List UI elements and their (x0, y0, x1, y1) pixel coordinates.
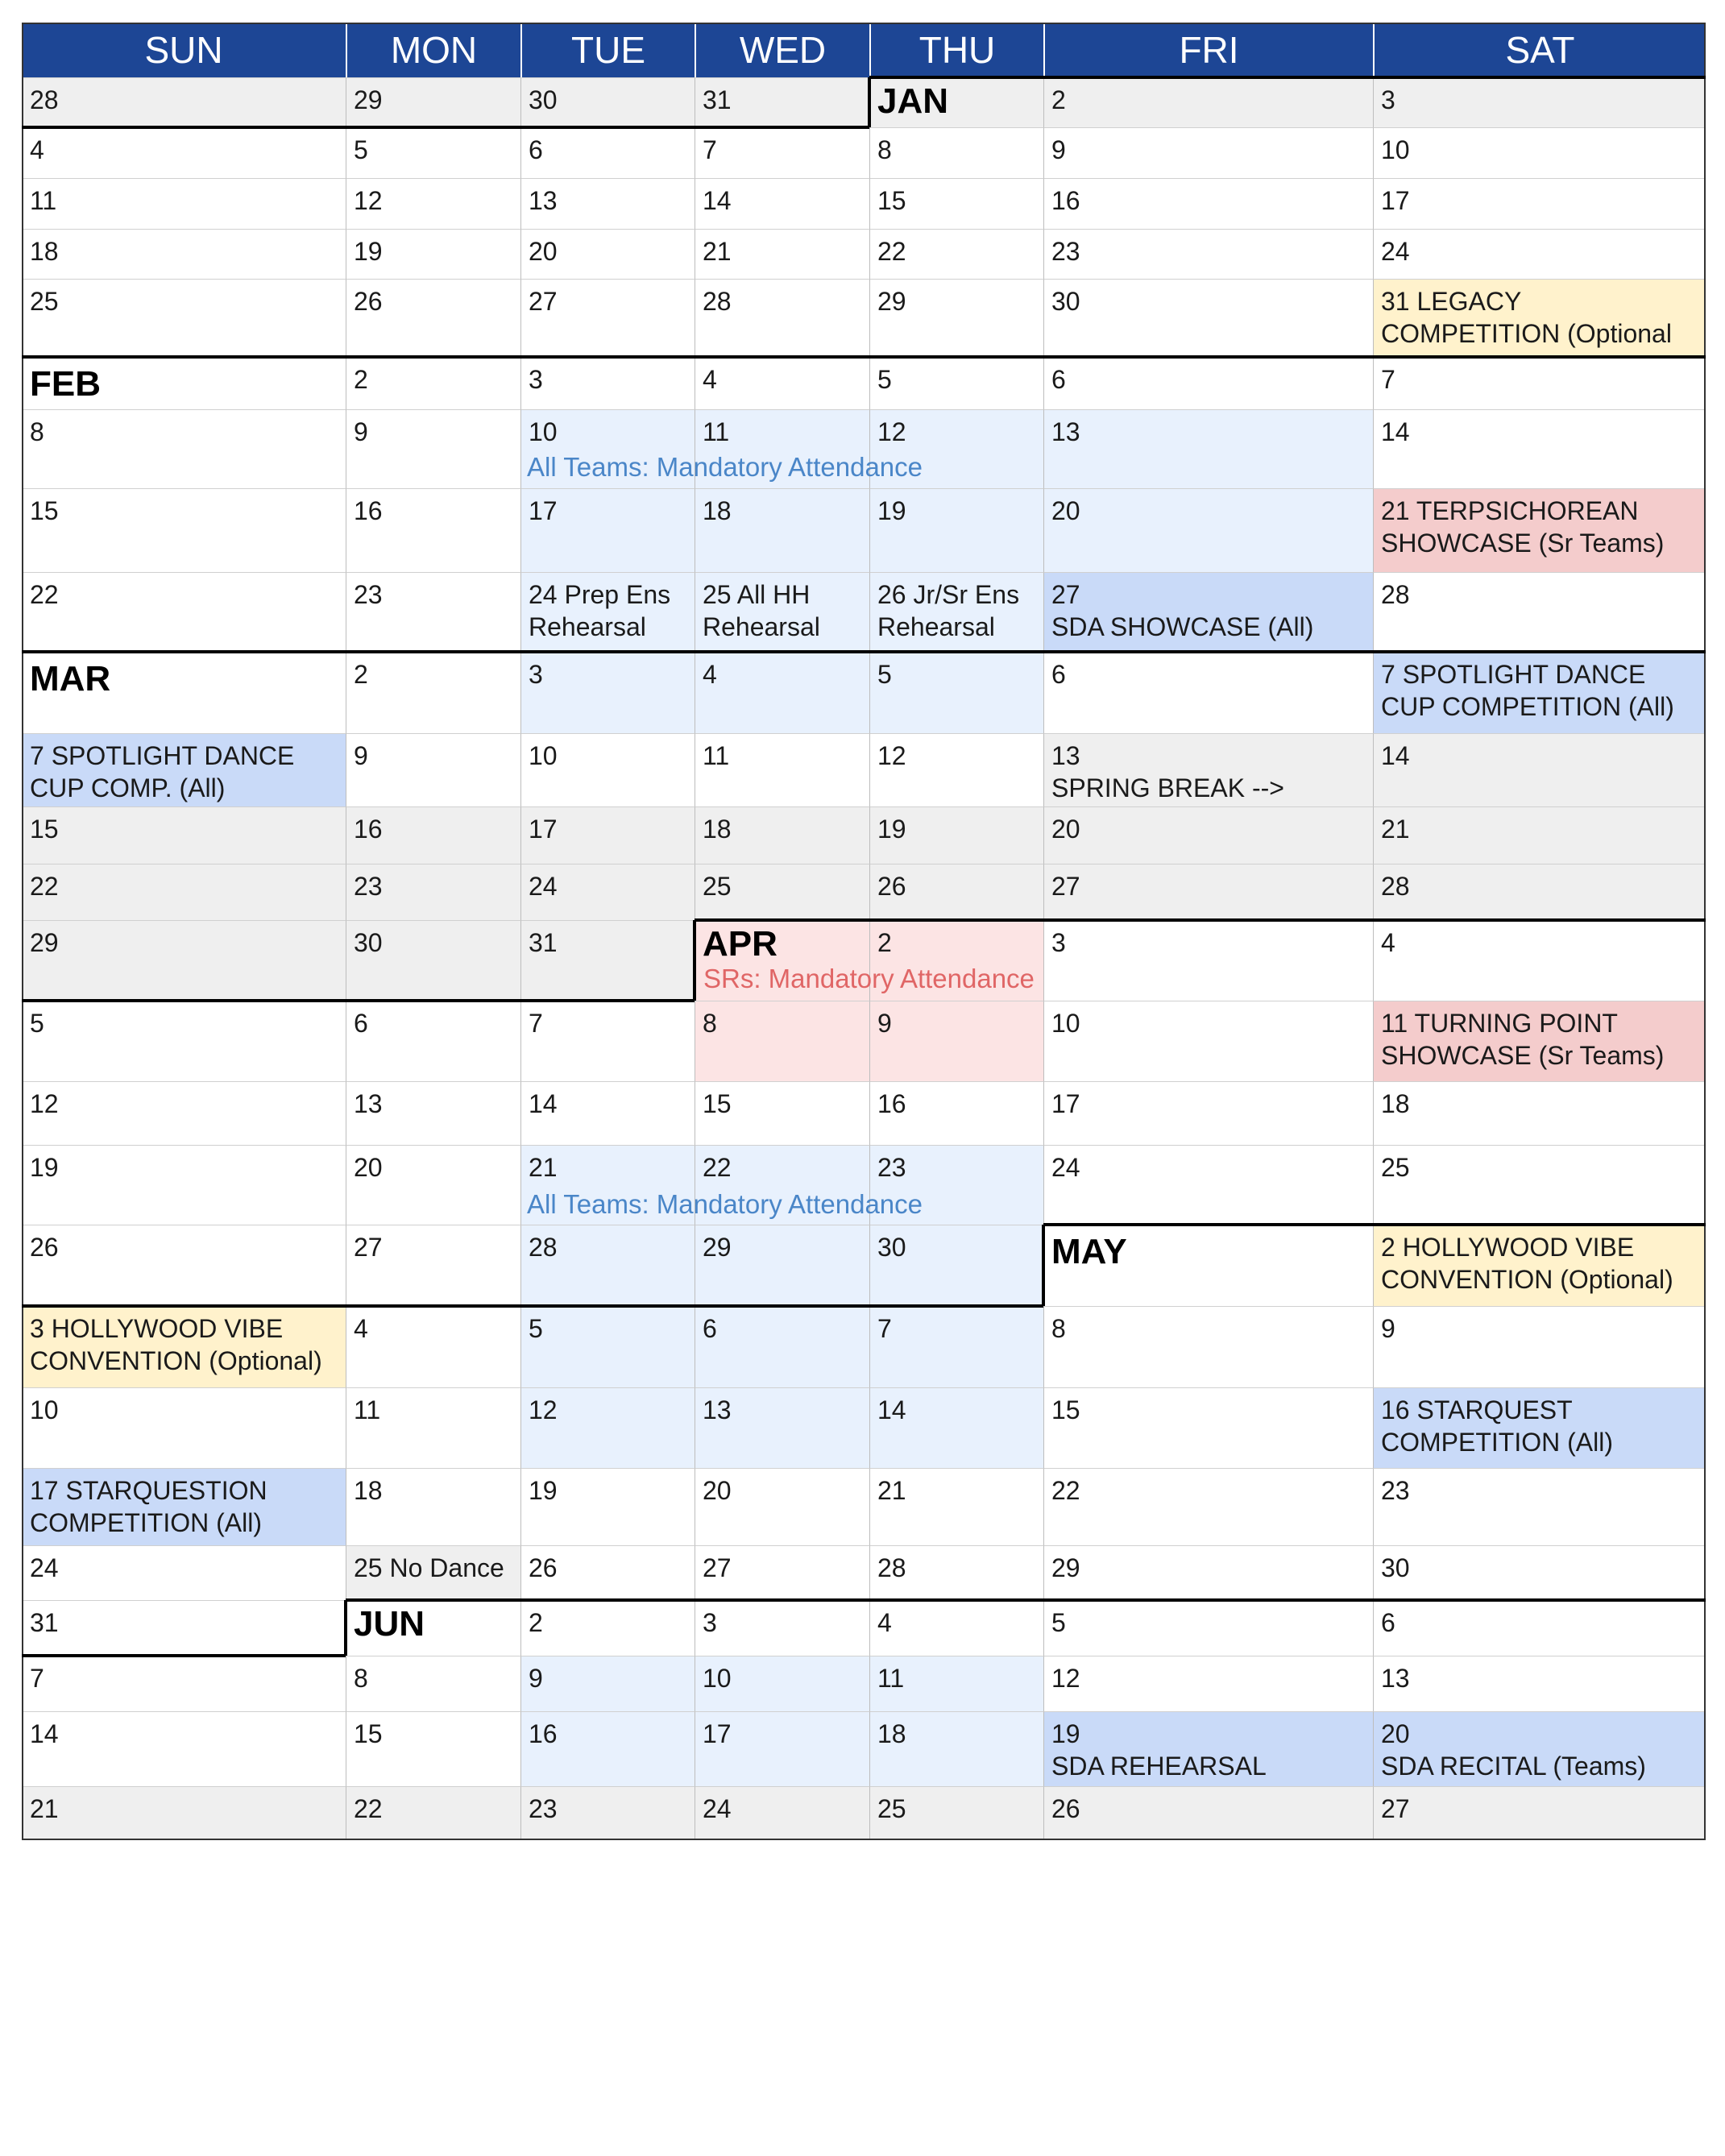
day-cell-wed: 6 (695, 1306, 869, 1387)
weekday-wed: WED (695, 23, 869, 77)
day-cell-tue: 19 (520, 1468, 695, 1545)
day-cell-mon: 11 (346, 1387, 520, 1468)
day-cell-sun: 3 HOLLYWOOD VIBE CONVENTION (Optional) (22, 1306, 346, 1387)
day-cell-thu: 11 (869, 1656, 1043, 1711)
day-cell-sun: 26 (22, 1225, 346, 1306)
day-cell-tue: 10 (520, 409, 695, 488)
day-cell-fri: 29 (1043, 1545, 1373, 1600)
day-cell-sun: 5 (22, 1001, 346, 1081)
day-cell-mon: 9 (346, 733, 520, 806)
weekday-sun: SUN (144, 29, 223, 71)
day-cell-thu: 14 (869, 1387, 1043, 1468)
day-cell-tue: 28 (520, 1225, 695, 1306)
day-cell-sat: 6 (1373, 1600, 1706, 1656)
day-cell-sat: 28 (1373, 572, 1706, 652)
day-cell-thu: 5 (869, 357, 1043, 409)
day-cell-thu: 18 (869, 1711, 1043, 1786)
day-cell-mon: 2 (346, 357, 520, 409)
day-cell-mon: 19 (346, 229, 520, 279)
day-cell-sat: 30 (1373, 1545, 1706, 1600)
month-label-jun: JUN (346, 1600, 520, 1656)
day-cell-fri: 13 (1043, 409, 1373, 488)
month-boundary-line (1043, 1223, 1706, 1226)
day-cell-thu: 7 (869, 1306, 1043, 1387)
day-cell-mon: 27 (346, 1225, 520, 1306)
day-cell-fri: 19 SDA REHEARSAL (1043, 1711, 1373, 1786)
day-cell-fri: 6 (1043, 652, 1373, 733)
day-cell-fri: 20 (1043, 488, 1373, 572)
month-boundary-line (693, 920, 696, 1001)
day-cell-tue: 7 (520, 1001, 695, 1081)
day-cell-sat: 13 (1373, 1656, 1706, 1711)
day-cell-mon: 16 (346, 488, 520, 572)
month-boundary-line (1042, 1225, 1045, 1306)
apr-attendance-note: All Teams: Mandatory Attendance (527, 1189, 923, 1219)
day-cell-sun: 7 (22, 1656, 346, 1711)
day-cell-sun: 19 (22, 1145, 346, 1225)
day-cell-wed: 20 (695, 1468, 869, 1545)
day-cell-wed: 22 (695, 1145, 869, 1225)
day-cell-fri: 30 (1043, 279, 1373, 357)
day-cell-fri: 23 (1043, 229, 1373, 279)
day-cell-sun: 10 (22, 1387, 346, 1468)
day-cell-sat: 11 TURNING POINT SHOWCASE (Sr Teams) (1373, 1001, 1706, 1081)
day-cell-wed: 28 (695, 279, 869, 357)
day-cell-fri: 16 (1043, 178, 1373, 229)
day-cell-wed: 31 (695, 77, 869, 127)
day-cell-mon: 16 (346, 806, 520, 864)
day-cell-sat: 17 (1373, 178, 1706, 229)
month-label-jan: JAN (869, 77, 1043, 127)
day-cell-tue: 23 (520, 1786, 695, 1840)
day-cell-sat: 28 (1373, 864, 1706, 920)
day-cell-wed: 29 (695, 1225, 869, 1306)
day-cell-wed: 17 (695, 1711, 869, 1786)
day-cell-fri: 15 (1043, 1387, 1373, 1468)
day-cell-wed: 4 (695, 652, 869, 733)
day-cell-sat: 4 (1373, 920, 1706, 1001)
month-boundary-line (869, 76, 1706, 79)
day-cell-mon: 13 (346, 1081, 520, 1145)
month-boundary-line (22, 126, 869, 129)
day-cell-fri: 8 (1043, 1306, 1373, 1387)
day-cell-mon: 6 (346, 1001, 520, 1081)
day-cell-sat: 14 (1373, 409, 1706, 488)
day-cell-fri: 5 (1043, 1600, 1373, 1656)
day-cell-wed: 18 (695, 488, 869, 572)
day-cell-thu: 26 (869, 864, 1043, 920)
day-cell-wed: 11 (695, 409, 869, 488)
day-cell-fri: 6 (1043, 357, 1373, 409)
day-cell-mon: 9 (346, 409, 520, 488)
month-label-feb: FEB (22, 357, 346, 409)
day-cell-wed: 25 All HH Rehearsal (695, 572, 869, 652)
day-cell-thu: 23 (869, 1145, 1043, 1225)
day-cell-tue: 24 (520, 864, 695, 920)
month-boundary-line (22, 355, 1706, 359)
day-cell-sat: 9 (1373, 1306, 1706, 1387)
day-cell-thu: 5 (869, 652, 1043, 733)
month-boundary-line (344, 1600, 347, 1656)
day-cell-wed: 21 (695, 229, 869, 279)
day-cell-wed: 4 (695, 357, 869, 409)
day-cell-tue: 3 (520, 357, 695, 409)
day-cell-thu: 16 (869, 1081, 1043, 1145)
day-cell-sat: 7 (1373, 357, 1706, 409)
day-cell-thu: 2 (869, 920, 1043, 1001)
day-cell-sun: 8 (22, 409, 346, 488)
day-cell-thu: 26 Jr/Sr Ens Rehearsal (869, 572, 1043, 652)
day-cell-mon: 4 (346, 1306, 520, 1387)
month-label-may: MAY (1043, 1225, 1373, 1306)
day-cell-thu: 19 (869, 806, 1043, 864)
day-cell-sat: 21 (1373, 806, 1706, 864)
day-cell-thu: 4 (869, 1600, 1043, 1656)
day-cell-tue: 14 (520, 1081, 695, 1145)
day-cell-tue: 3 (520, 652, 695, 733)
day-cell-thu: 30 (869, 1225, 1043, 1306)
day-cell-sun: 21 (22, 1786, 346, 1840)
weekday-header (22, 23, 1706, 77)
day-cell-thu: 12 (869, 733, 1043, 806)
month-boundary-line (22, 650, 1706, 653)
day-cell-tue: 2 (520, 1600, 695, 1656)
weekday-thu: THU (869, 23, 1043, 77)
day-cell-mon: 29 (346, 77, 520, 127)
day-cell-fri: 13 SPRING BREAK --> (1043, 733, 1373, 806)
day-cell-sat: 10 (1373, 127, 1706, 178)
day-cell-wed: 3 (695, 1600, 869, 1656)
day-cell-mon: 5 (346, 127, 520, 178)
month-label-apr: APR (695, 920, 869, 1001)
day-cell-tue: 17 (520, 488, 695, 572)
day-cell-tue: 27 (520, 279, 695, 357)
feb-attendance-note: All Teams: Mandatory Attendance (527, 452, 923, 482)
day-cell-sat: 7 SPOTLIGHT DANCE CUP COMPETITION (All) (1373, 652, 1706, 733)
day-cell-tue: 6 (520, 127, 695, 178)
month-boundary-line (22, 1654, 346, 1657)
day-cell-mon: 23 (346, 572, 520, 652)
weekday-mon: MON (346, 23, 520, 77)
day-cell-tue: 30 (520, 77, 695, 127)
day-cell-sat: 21 TERPSICHOREAN SHOWCASE (Sr Teams) (1373, 488, 1706, 572)
day-cell-sun: 31 (22, 1600, 346, 1656)
day-cell-sun: 25 (22, 279, 346, 357)
day-cell-mon: 30 (346, 920, 520, 1001)
day-cell-tue: 12 (520, 1387, 695, 1468)
day-cell-sat: 23 (1373, 1468, 1706, 1545)
day-cell-sat: 31 LEGACY COMPETITION (Optional (1373, 279, 1706, 357)
day-cell-mon: 15 (346, 1711, 520, 1786)
day-cell-mon: 22 (346, 1786, 520, 1840)
day-cell-wed: 13 (695, 1387, 869, 1468)
day-cell-thu: 15 (869, 178, 1043, 229)
day-cell-fri: 9 (1043, 127, 1373, 178)
day-cell-thu: 21 (869, 1468, 1043, 1545)
day-cell-wed: 14 (695, 178, 869, 229)
apr-srs-note: SRs: Mandatory Attendance (703, 964, 1035, 993)
day-cell-thu: 8 (869, 127, 1043, 178)
day-cell-fri: 2 (1043, 77, 1373, 127)
weekday-tue: TUE (520, 23, 695, 77)
day-cell-mon: 18 (346, 1468, 520, 1545)
day-cell-tue: 26 (520, 1545, 695, 1600)
day-cell-fri: 10 (1043, 1001, 1373, 1081)
day-cell-sun: 22 (22, 864, 346, 920)
weekday-fri: FRI (1043, 23, 1373, 77)
day-cell-tue: 24 Prep Ens Rehearsal (520, 572, 695, 652)
day-cell-tue: 21 (520, 1145, 695, 1225)
day-cell-wed: 7 (695, 127, 869, 178)
day-cell-tue: 20 (520, 229, 695, 279)
day-cell-sat: 18 (1373, 1081, 1706, 1145)
day-cell-sat: 2 HOLLYWOOD VIBE CONVENTION (Optional) (1373, 1225, 1706, 1306)
weekday-sat: SAT (1373, 23, 1706, 77)
day-cell-tue: 31 (520, 920, 695, 1001)
day-cell-sun: 14 (22, 1711, 346, 1786)
day-cell-sat: 20 SDA RECITAL (Teams) (1373, 1711, 1706, 1786)
day-cell-sun: 29 (22, 920, 346, 1001)
day-cell-thu: 12 (869, 409, 1043, 488)
day-cell-fri: 17 (1043, 1081, 1373, 1145)
day-cell-wed: 18 (695, 806, 869, 864)
day-cell-sat: 16 STARQUEST COMPETITION (All) (1373, 1387, 1706, 1468)
day-cell-wed: 25 (695, 864, 869, 920)
day-cell-tue: 13 (520, 178, 695, 229)
month-boundary-line (868, 77, 871, 127)
day-cell-sun: 24 (22, 1545, 346, 1600)
day-cell-thu: 25 (869, 1786, 1043, 1840)
day-cell-fri: 12 (1043, 1656, 1373, 1711)
day-cell-sat: 25 (1373, 1145, 1706, 1225)
month-label-mar: MAR (22, 652, 346, 733)
day-cell-mon: 25 No Dance (346, 1545, 520, 1600)
day-cell-wed: 15 (695, 1081, 869, 1145)
day-cell-fri: 27 (1043, 864, 1373, 920)
day-cell-sun: 4 (22, 127, 346, 178)
day-cell-fri: 3 (1043, 920, 1373, 1001)
day-cell-thu: 9 (869, 1001, 1043, 1081)
day-cell-thu: 22 (869, 229, 1043, 279)
day-cell-thu: 19 (869, 488, 1043, 572)
day-cell-sat: 27 (1373, 1786, 1706, 1840)
day-cell-sat: 14 (1373, 733, 1706, 806)
day-cell-wed: 27 (695, 1545, 869, 1600)
day-cell-tue: 10 (520, 733, 695, 806)
day-cell-sun: 15 (22, 806, 346, 864)
day-cell-fri: 26 (1043, 1786, 1373, 1840)
day-cell-sun: 28 (22, 77, 346, 127)
month-boundary-line (22, 999, 695, 1002)
day-cell-sun: 17 STARQUESTION COMPETITION (All) (22, 1468, 346, 1545)
day-cell-fri: 27 SDA SHOWCASE (All) (1043, 572, 1373, 652)
day-cell-mon: 8 (346, 1656, 520, 1711)
day-cell-fri: 20 (1043, 806, 1373, 864)
month-boundary-line (695, 918, 1706, 922)
day-cell-tue: 5 (520, 1306, 695, 1387)
day-cell-mon: 20 (346, 1145, 520, 1225)
day-cell-tue: 16 (520, 1711, 695, 1786)
month-boundary-line (346, 1598, 1706, 1602)
day-cell-sat: 24 (1373, 229, 1706, 279)
day-cell-fri: 22 (1043, 1468, 1373, 1545)
day-cell-wed: 10 (695, 1656, 869, 1711)
day-cell-sun: 7 SPOTLIGHT DANCE CUP COMP. (All) (22, 733, 346, 806)
day-cell-sun: 12 (22, 1081, 346, 1145)
day-cell-wed: 8 (695, 1001, 869, 1081)
day-cell-sun: 11 (22, 178, 346, 229)
month-boundary-line (22, 1304, 1043, 1308)
day-cell-wed: 24 (695, 1786, 869, 1840)
day-cell-tue: 9 (520, 1656, 695, 1711)
day-cell-fri: 24 (1043, 1145, 1373, 1225)
day-cell-sun: 22 (22, 572, 346, 652)
day-cell-mon: 2 (346, 652, 520, 733)
day-cell-wed: 11 (695, 733, 869, 806)
day-cell-mon: 12 (346, 178, 520, 229)
day-cell-sun: 18 (22, 229, 346, 279)
day-cell-sat: 3 (1373, 77, 1706, 127)
day-cell-mon: 23 (346, 864, 520, 920)
day-cell-sun: 15 (22, 488, 346, 572)
day-cell-tue: 17 (520, 806, 695, 864)
day-cell-thu: 29 (869, 279, 1043, 357)
day-cell-mon: 26 (346, 279, 520, 357)
day-cell-thu: 28 (869, 1545, 1043, 1600)
